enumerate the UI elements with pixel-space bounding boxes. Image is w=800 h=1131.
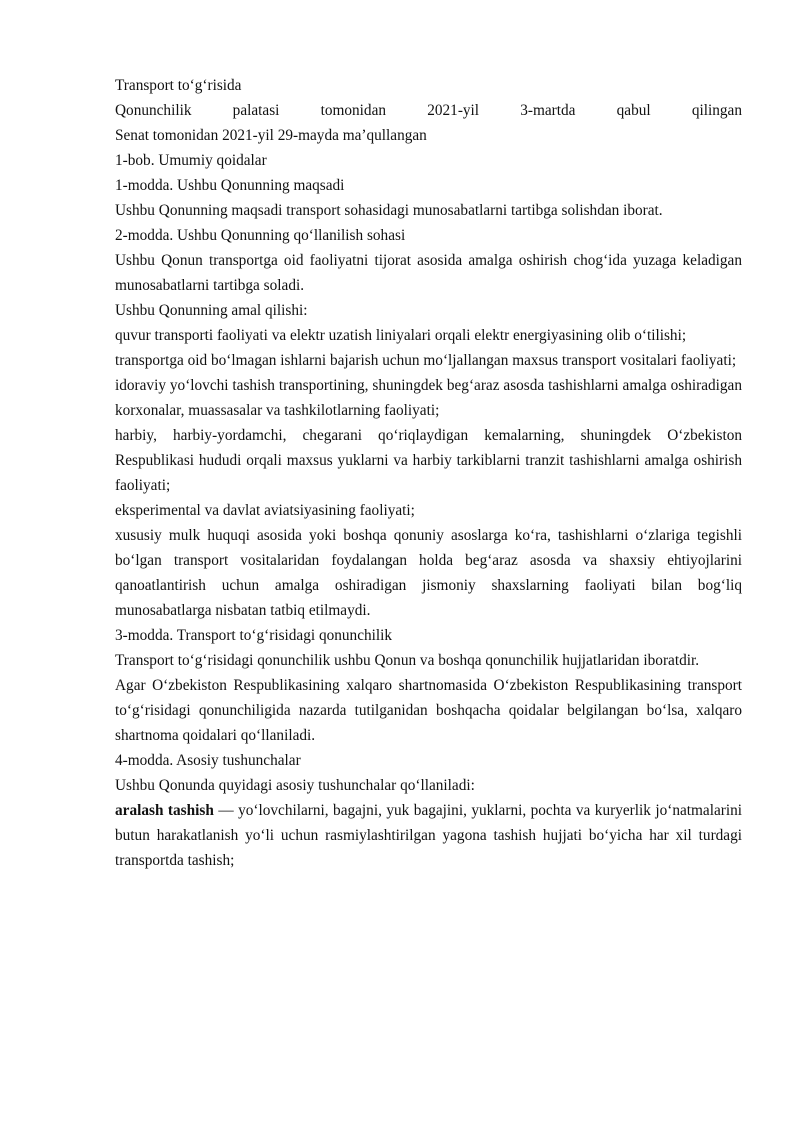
article-4-title: 4-modda. Asosiy tushunchalar [115, 752, 301, 769]
article-4-paragraph: Ushbu Qonunda quyidagi asosiy tushunchalar qo‘llaniladi: [115, 777, 475, 794]
definition-text: — yo‘lovchilarni, bagajni, yuk bagajini, yuklarni, pochta va kuryerlik jo‘natmalarini butun harakatlanish yo‘li uchun rasmiylashtirilgan yagona tashish hujjati bo‘yicha har xil turdagi transportda tashish; [115, 802, 742, 869]
article-4-definition [115, 798, 742, 873]
article-1-title: 1-modda. Ushbu Qonunning maqsadi [115, 177, 345, 194]
adopted-word: qabul [616, 102, 651, 119]
document-title: Transport to‘g‘risida [115, 77, 242, 94]
article-1-paragraph: Ushbu Qonunning maqsadi transport sohasidagi munosabatlarni tartibga solishdan iborat. [115, 202, 663, 219]
adopted-word: Qonunchilik [115, 102, 192, 119]
article-2-item: harbiy, harbiy-yordamchi, chegarani qo‘riqlaydigan kemalarning, shuningdek O‘zbekiston Respublikasi hududi orqali maxsus yuklarni va harbiy tarkiblarni tranzit tashishlarni amalga oshirish faoliyati; [115, 427, 742, 494]
article-2-item: transportga oid bo‘lmagan ishlarni bajarish uchun mo‘ljallangan maxsus transport vositalari faoliyati; [115, 352, 737, 369]
adopted-word: 3-martda [520, 102, 576, 119]
article-2-item: quvur transporti faoliyati va elektr uzatish liniyalari orqali elektr energiyasining olib o‘tilishi; [115, 327, 687, 344]
article-3-title: 3-modda. Transport to‘g‘risidagi qonunchilik [115, 627, 393, 644]
article-2-item: eksperimental va davlat aviatsiyasining faoliyati; [115, 502, 415, 519]
adopted-word: 2021-yil [427, 102, 480, 119]
adopted-word: qilingan [691, 102, 742, 119]
article-3-paragraph: Transport to‘g‘risidagi qonunchilik ushbu Qonun va boshqa qonunchilik hujjatlaridan iboratdir. [115, 652, 700, 669]
chapter-heading: 1-bob. Umumiy qoidalar [115, 152, 267, 169]
article-3-paragraph: Agar O‘zbekiston Respublikasining xalqaro shartnomasida O‘zbekiston Respublikasining transport to‘g‘risidagi qonunchiligida nazarda tutilganidan boshqacha qoidalar belgilangan bo‘lsa, xalqaro shartnoma qoidalari qo‘llaniladi. [115, 677, 742, 744]
article-2-item: idoraviy yo‘lovchi tashish transportining, shuningdek beg‘araz asosda tashishlarni amalga oshiradigan korxonalar, muassasalar va tashkilotlarning faoliyati; [115, 377, 742, 419]
adopted-word: palatasi [232, 102, 280, 119]
article-2-title: 2-modda. Ushbu Qonunning qo‘llanilish sohasi [115, 227, 406, 244]
definition-term: aralash tashish [115, 802, 214, 819]
approved-line: Senat tomonidan 2021-yil 29-mayda ma’qullangan [115, 127, 427, 144]
adopted-line [115, 98, 742, 123]
adopted-word: tomonidan [320, 102, 387, 119]
document-page [115, 73, 742, 873]
article-2-item: xususiy mulk huquqi asosida yoki boshqa qonuniy asoslarga ko‘ra, tashishlarni o‘zlariga tegishli bo‘lgan transport vositalaridan foydalangan holda beg‘araz asosda va shaxsiy ehtiyojlarini qanoatlantirish uchun amalga oshiradigan jismoniy shaxslarning faoliyati bilan bog‘liq munosabatlarga nisbatan tatbiq etilmaydi. [115, 527, 742, 619]
article-2-paragraph: Ushbu Qonunning amal qilishi: [115, 302, 308, 319]
article-2-paragraph: Ushbu Qonun transportga oid faoliyatni tijorat asosida amalga oshirish chog‘ida yuzaga keladigan munosabatlarni tartibga soladi. [115, 252, 742, 294]
